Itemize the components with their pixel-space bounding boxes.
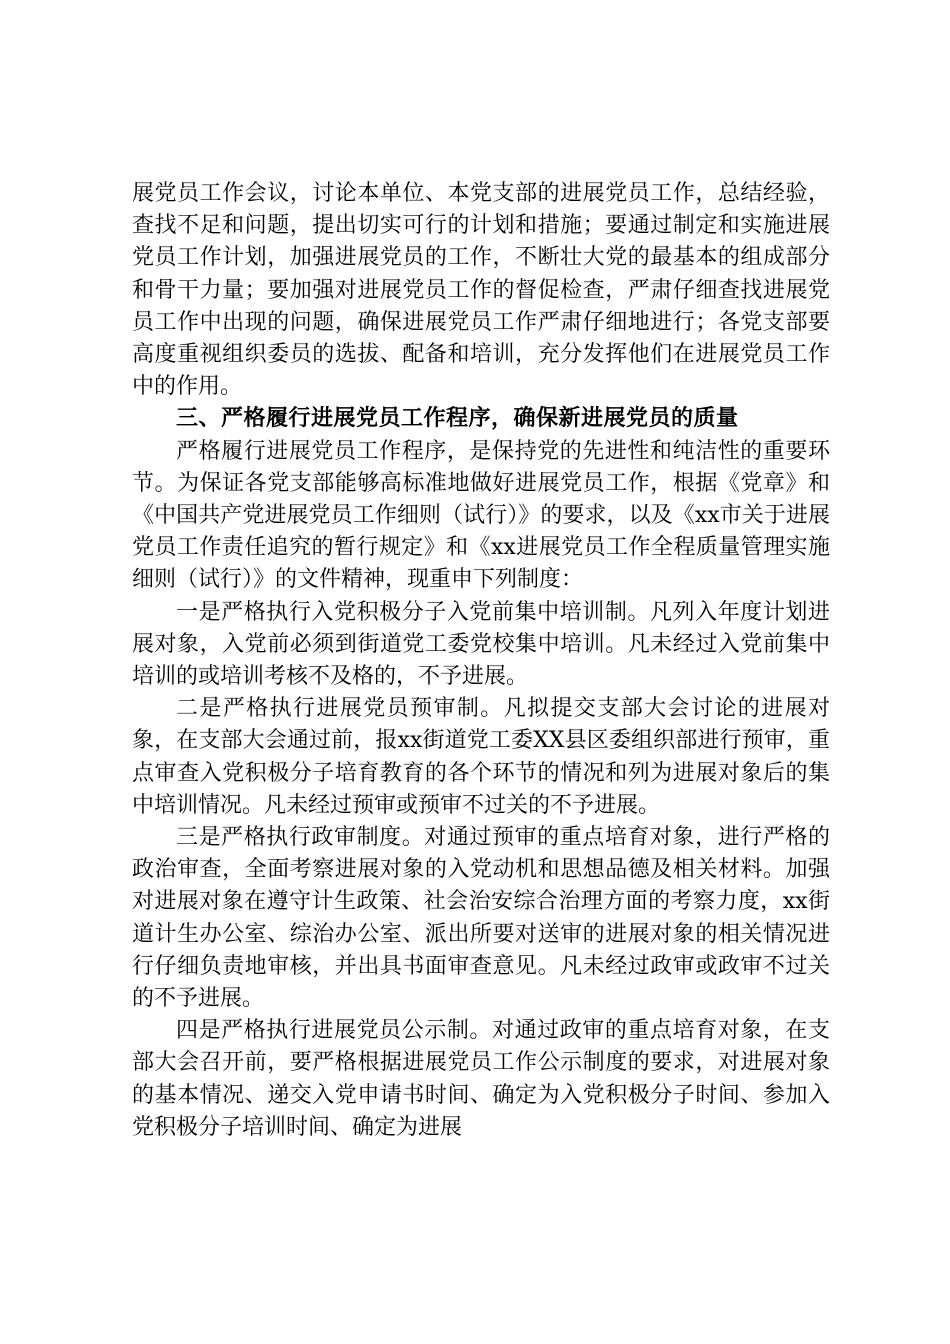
document-page (132, 178, 830, 1144)
paragraph-item-three: 三是严格执行政审制度。对通过预审的重点培育对象，进行严格的政治审查，全面考察进展对象的入党动机和思想品德及相关材料。加强对进展对象在遵守计生政策、社会治安综合治理方面的考察力度，xx街道计生办公室、综治办公室、派出所要对送审的进展对象的相关情况进行仔细负责地审核，并出具书面审查意见。凡未经过政审或政审不过关的不予进展。 (132, 825, 830, 1012)
section-heading-three: 三、严格履行进展党员工作程序，确保新进展党员的质量 (176, 406, 739, 432)
paragraph-item-four: 四是严格执行进展党员公示制。对通过政审的重点培育对象，在支部大会召开前，要严格根据进展党员工作公示制度的要求，对进展对象的基本情况、递交入党申请书时间、确定为入党积极分子时间、参加入党积极分子培训时间、确定为进展 (132, 1018, 830, 1140)
paragraph-item-one: 一是严格执行入党积极分子入党前集中培训制。凡列入年度计划进展对象，入党前必须到街道党工委党校集中培训。凡未经过入党前集中培训的或培训考核不及格的，不予进展。 (132, 599, 830, 690)
paragraph-continuation: 展党员工作会议，讨论本单位、本党支部的进展党员工作，总结经验，查找不足和问题，提出切实可行的计划和措施；要通过制定和实施进展党员工作计划，加强进展党员的工作，不断壮大党的最基本的组成部分和骨干力量；要加强对进展党员工作的督促检查，严肃仔细查找进展党员工作中出现的问题，确保进展党员工作严肃仔细地进行；各党支部要高度重视组织委员的选拔、配备和培训，充分发挥他们在进展党员工作中的作用。 (132, 181, 830, 400)
paragraph-intro: 严格履行进展党员工作程序，是保持党的先进性和纯洁性的重要环节。为保证各党支部能够高标准地做好进展党员工作，根据《党章》和《中国共产党进展党员工作细则（试行）》的要求，以及《xx市关于进展党员工作责任追究的暂行规定》和《xx进展党员工作全程质量管理实施细则（试行）》的文件精神，现重申下列制度： (132, 438, 830, 593)
paragraph-item-two: 二是严格执行进展党员预审制。凡拟提交支部大会讨论的进展对象，在支部大会通过前，报xx街道党工委XX县区委组织部进行预审，重点审查入党积极分子培育教育的各个环节的情况和列为进展对象后的集中培训情况。凡未经过预审或预审不过关的不予进展。 (132, 696, 830, 818)
